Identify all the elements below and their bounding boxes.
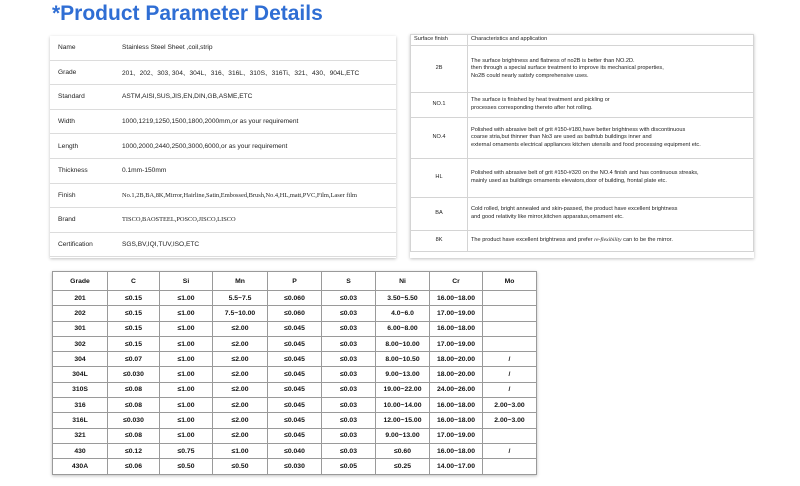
composition-cell: ≤0.03 — [322, 382, 376, 397]
surface-finish-name: 8K — [411, 231, 468, 252]
column-header: Mn — [213, 272, 268, 291]
composition-cell — [483, 321, 537, 336]
column-header: Grade — [53, 272, 108, 291]
composition-cell: ≤2.00 — [213, 352, 268, 367]
composition-cell: ≤0.50 — [160, 459, 213, 474]
parameter-name: Name — [50, 36, 116, 60]
composition-cell: ≤2.00 — [213, 428, 268, 443]
surface-finish-description — [468, 198, 754, 231]
composition-cell: 16.00~18.00 — [430, 398, 483, 413]
surface-row — [411, 118, 754, 159]
parameter-name: Finish — [50, 183, 116, 208]
column-header: Mo — [483, 272, 537, 291]
composition-cell: 6.00~8.00 — [376, 321, 430, 336]
composition-cell: ≤0.06 — [108, 459, 160, 474]
surface-finish-description — [468, 231, 754, 252]
composition-cell: ≤1.00 — [160, 398, 213, 413]
composition-cell — [483, 306, 537, 321]
composition-cell: 8.00~10.00 — [376, 336, 430, 351]
description-line: Polished with abrasive belt of grit #150-#320 on the NO.4 finish and has continuous streaks, — [471, 170, 699, 177]
composition-cell: 17.00~19.00 — [430, 306, 483, 321]
surface-header-row — [411, 35, 754, 46]
composition-cell: ≤0.045 — [268, 413, 322, 428]
composition-cell: ≤0.060 — [268, 306, 322, 321]
composition-cell: ≤0.03 — [322, 336, 376, 351]
parameter-name: Thickness — [50, 158, 116, 183]
composition-cell: / — [483, 443, 537, 458]
composition-cell: ≤0.03 — [322, 291, 376, 306]
composition-cell: / — [483, 367, 537, 382]
composition-row — [53, 398, 537, 413]
composition-cell: 12.00~15.00 — [376, 413, 430, 428]
parameter-value: 0.1mm-150mm — [116, 158, 396, 183]
composition-cell: 9.00~13.00 — [376, 367, 430, 382]
composition-cell: 3.50~5.50 — [376, 291, 430, 306]
parameter-name: Brand — [50, 208, 116, 233]
column-header: S — [322, 272, 376, 291]
composition-cell: ≤0.15 — [108, 321, 160, 336]
composition-cell — [483, 428, 537, 443]
composition-cell: ≤0.15 — [108, 336, 160, 351]
composition-cell: 16.00~18.00 — [430, 443, 483, 458]
composition-cell: ≤1.00 — [213, 443, 268, 458]
grade-cell: 316L — [53, 413, 108, 428]
composition-cell: ≤0.030 — [268, 459, 322, 474]
parameter-value: 201、202、303, 304、304L、316、316L、310S、316Ti、321、430、904L,ETC — [116, 60, 396, 85]
composition-cell: 17.00~19.00 — [430, 428, 483, 443]
composition-cell: / — [483, 382, 537, 397]
composition-cell: ≤2.00 — [213, 398, 268, 413]
composition-row — [53, 459, 537, 474]
column-header: Cr — [430, 272, 483, 291]
surface-row — [411, 231, 754, 252]
composition-cell: 19.00~22.00 — [376, 382, 430, 397]
composition-cell: ≤1.00 — [160, 291, 213, 306]
composition-cell: 2.00~3.00 — [483, 413, 537, 428]
parameter-name: Certification — [50, 232, 116, 257]
composition-cell: ≤0.15 — [108, 291, 160, 306]
surface-finish-name: NO.1 — [411, 93, 468, 118]
parameter-name: Width — [50, 109, 116, 134]
chemical-composition-table — [52, 271, 537, 475]
surface-finish-description — [468, 118, 754, 159]
composition-cell: 16.00~18.00 — [430, 413, 483, 428]
composition-cell: ≤0.045 — [268, 321, 322, 336]
composition-row — [53, 291, 537, 306]
composition-cell: ≤1.00 — [160, 352, 213, 367]
surface-finish-name: 2B — [411, 46, 468, 93]
composition-cell: ≤0.045 — [268, 352, 322, 367]
composition-cell: ≤2.00 — [213, 321, 268, 336]
composition-cell: ≤2.00 — [213, 413, 268, 428]
parameter-name: Length — [50, 134, 116, 159]
composition-cell: ≤0.045 — [268, 428, 322, 443]
page-title: *Product Parameter Details — [52, 2, 323, 25]
composition-row — [53, 336, 537, 351]
description-italic: re-flexibility — [594, 237, 622, 244]
composition-row — [53, 352, 537, 367]
composition-cell: ≤0.03 — [322, 413, 376, 428]
composition-cell: 24.00~26.00 — [430, 382, 483, 397]
surface-header-name: Surface finish — [411, 35, 468, 46]
description-line: then through a special surface treatment to improve its mechanical properties, — [471, 65, 664, 72]
column-header: Ni — [376, 272, 430, 291]
parameter-value: SGS,BV,IQI,TUV,ISO,ETC — [116, 232, 396, 257]
composition-row — [53, 428, 537, 443]
composition-cell: ≤1.00 — [160, 382, 213, 397]
composition-cell: ≤1.00 — [160, 367, 213, 382]
composition-row — [53, 413, 537, 428]
composition-cell: ≤0.50 — [213, 459, 268, 474]
composition-header-row — [53, 272, 537, 291]
parameter-row — [50, 158, 396, 183]
composition-cell: ≤1.00 — [160, 336, 213, 351]
composition-cell: 16.00~18.00 — [430, 321, 483, 336]
composition-cell: ≤0.045 — [268, 398, 322, 413]
column-header: Si — [160, 272, 213, 291]
composition-cell: 16.00~18.00 — [430, 291, 483, 306]
composition-cell — [483, 459, 537, 474]
parameter-value: No.1,2B,BA,8K,Mirror,Hairline,Satin,Embossed,Brush,No.4,HL,matt,PVC,Film,Laser film — [116, 183, 396, 208]
parameter-row — [50, 208, 396, 233]
surface-finish-table — [410, 34, 754, 252]
parameter-value: 1000,2000,2440,2500,3000,6000,or as your requirement — [116, 134, 396, 159]
composition-cell: 7.5~10.00 — [213, 306, 268, 321]
description-line: processes corresponding thereto after hot rolling. — [471, 105, 593, 111]
composition-cell: 10.00~14.00 — [376, 398, 430, 413]
surface-finish-name: HL — [411, 159, 468, 198]
composition-cell: ≤0.60 — [376, 443, 430, 458]
composition-cell: ≤0.15 — [108, 306, 160, 321]
composition-cell: ≤1.00 — [160, 306, 213, 321]
composition-cell: 9.00~13.00 — [376, 428, 430, 443]
parameter-row — [50, 85, 396, 110]
surface-finish-name: BA — [411, 198, 468, 231]
description-line: No2B could nearly satisfy comprehensive uses. — [471, 72, 589, 79]
composition-cell: ≤0.03 — [322, 306, 376, 321]
grade-cell: 321 — [53, 428, 108, 443]
description-line: coarse stria,but thinner than No3 are used as bathtub buildings inner and — [471, 134, 652, 141]
column-header: P — [268, 272, 322, 291]
parameter-name: Standard — [50, 85, 116, 110]
composition-row — [53, 443, 537, 458]
description-line: The surface is finished by heat treatment and pickling or — [471, 97, 610, 104]
surface-row — [411, 159, 754, 198]
composition-cell: 8.00~10.50 — [376, 352, 430, 367]
description-pre: The product have excellent brightness and prefer — [471, 237, 595, 244]
grade-cell: 301 — [53, 321, 108, 336]
composition-cell: ≤2.00 — [213, 382, 268, 397]
composition-row — [53, 367, 537, 382]
description-post: can to be the mirror. — [621, 237, 673, 244]
grade-cell: 302 — [53, 336, 108, 351]
composition-cell: ≤0.045 — [268, 367, 322, 382]
composition-cell: ≤0.03 — [322, 428, 376, 443]
composition-cell: ≤0.03 — [322, 352, 376, 367]
composition-cell: ≤0.08 — [108, 382, 160, 397]
surface-finish-description — [468, 159, 754, 198]
parameter-panel — [50, 36, 396, 258]
composition-cell: ≤1.00 — [160, 428, 213, 443]
composition-cell: ≤2.00 — [213, 336, 268, 351]
surface-finish-description — [468, 93, 754, 118]
parameter-value: 1000,1219,1250,1500,1800,2000mm,or as your requirement — [116, 109, 396, 134]
grade-cell: 304L — [53, 367, 108, 382]
composition-row — [53, 306, 537, 321]
description-line: The surface brightness and flatness of no2B is better than NO.2D. — [471, 57, 635, 64]
composition-cell: ≤0.030 — [108, 367, 160, 382]
composition-cell: 4.0~6.0 — [376, 306, 430, 321]
composition-cell: 2.00~3.00 — [483, 398, 537, 413]
composition-cell: ≤0.03 — [322, 398, 376, 413]
grade-cell: 202 — [53, 306, 108, 321]
composition-row — [53, 382, 537, 397]
composition-row — [53, 321, 537, 336]
composition-cell: ≤0.12 — [108, 443, 160, 458]
surface-row — [411, 198, 754, 231]
composition-cell — [483, 336, 537, 351]
description-line: and good relativity like mirror,kitchen apparatus,ornament etc. — [471, 214, 624, 220]
parameter-value: Stainless Steel Sheet ,coil,strip — [116, 36, 396, 60]
grade-cell: 316 — [53, 398, 108, 413]
composition-cell: ≤1.00 — [160, 413, 213, 428]
composition-cell: ≤0.045 — [268, 382, 322, 397]
composition-cell: 14.00~17.00 — [430, 459, 483, 474]
composition-cell: ≤0.060 — [268, 291, 322, 306]
surface-finish-name: NO.4 — [411, 118, 468, 159]
composition-cell: 18.00~20.00 — [430, 367, 483, 382]
composition-cell: ≤2.00 — [213, 367, 268, 382]
composition-cell: ≤0.25 — [376, 459, 430, 474]
grade-cell: 430 — [53, 443, 108, 458]
parameter-row — [50, 109, 396, 134]
composition-cell: ≤0.045 — [268, 336, 322, 351]
parameter-row — [50, 232, 396, 257]
composition-cell: ≤0.75 — [160, 443, 213, 458]
surface-finish-description — [468, 46, 754, 93]
surface-header-desc: Characteristics and application — [468, 35, 754, 46]
composition-cell: ≤0.03 — [322, 321, 376, 336]
composition-cell: ≤0.040 — [268, 443, 322, 458]
description-line: external ornaments electrical appliances kitchen utensils and food processing equipment etc. — [471, 141, 701, 148]
composition-cell: ≤0.08 — [108, 398, 160, 413]
composition-cell: ≤0.07 — [108, 352, 160, 367]
column-header: C — [108, 272, 160, 291]
grade-cell: 201 — [53, 291, 108, 306]
composition-cell: / — [483, 352, 537, 367]
grade-cell: 304 — [53, 352, 108, 367]
parameter-name: Grade — [50, 60, 116, 85]
composition-cell: 5.5~7.5 — [213, 291, 268, 306]
composition-cell: ≤0.05 — [322, 459, 376, 474]
composition-cell: 17.00~19.00 — [430, 336, 483, 351]
composition-cell: ≤1.00 — [160, 321, 213, 336]
description-line: Cold rolled, bright annealed and skin-passed, the product have excellent brightness — [471, 206, 678, 213]
surface-finish-panel — [410, 34, 754, 258]
composition-cell: ≤0.08 — [108, 428, 160, 443]
grade-cell: 430A — [53, 459, 108, 474]
parameter-row — [50, 134, 396, 159]
description-line: Polished with abrasive belt of grit #150-#180,have better brightness with discontinuous — [471, 126, 686, 133]
surface-row — [411, 46, 754, 93]
grade-cell: 310S — [53, 382, 108, 397]
composition-cell: ≤0.03 — [322, 367, 376, 382]
parameter-value: ASTM,AISI,SUS,JIS,EN,DIN,GB,ASME,ETC — [116, 85, 396, 110]
surface-row — [411, 93, 754, 118]
description-line: mainly used as buildings ornaments elevators,door of building, frontal plate etc. — [471, 178, 667, 184]
composition-cell — [483, 291, 537, 306]
composition-cell: 18.00~20.00 — [430, 352, 483, 367]
parameter-value: TISCO,BAOSTEEL,POSCO,JISCO,LISCO — [116, 208, 396, 233]
composition-cell: ≤0.03 — [322, 443, 376, 458]
composition-cell: ≤0.030 — [108, 413, 160, 428]
parameter-row — [50, 36, 396, 60]
parameter-row — [50, 60, 396, 85]
parameter-row — [50, 183, 396, 208]
parameter-table — [50, 36, 396, 257]
